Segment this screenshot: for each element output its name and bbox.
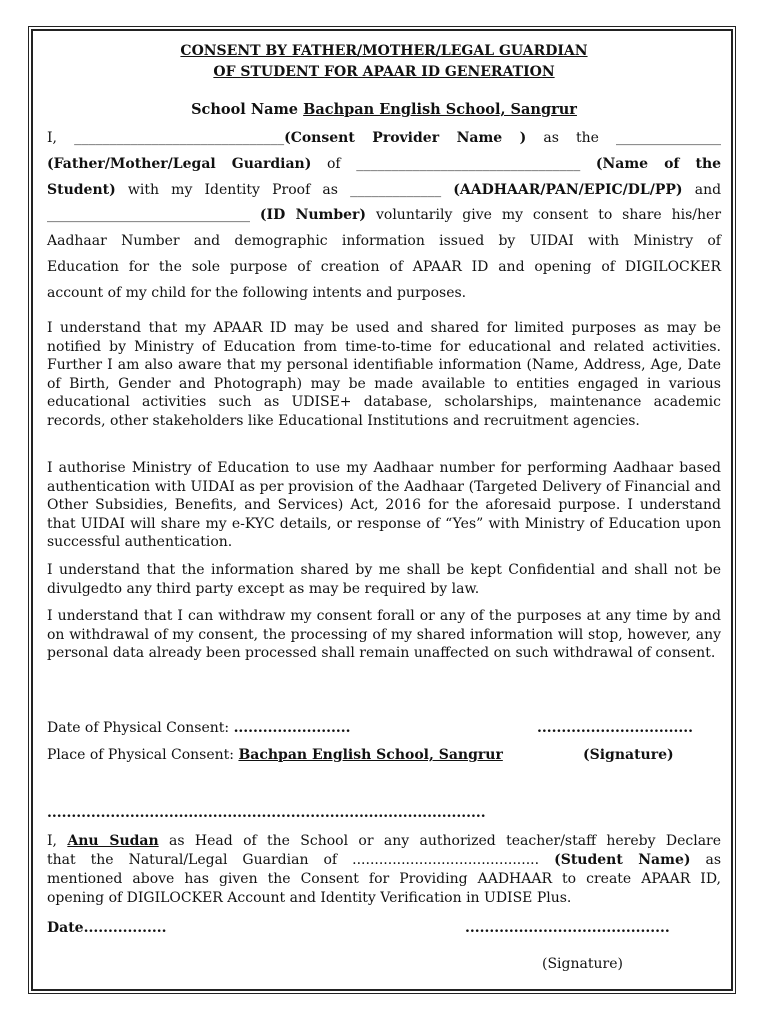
text: with my Identity Proof as (127, 182, 338, 198)
form-line-7: account of my child for the following intents and purposes. (47, 285, 467, 301)
id-number-label: (ID Number) (259, 207, 367, 223)
signature-line[interactable]: ................................ (537, 720, 693, 736)
date-of-consent-label: Date of Physical Consent: (47, 720, 230, 736)
declaration-line-1 (47, 833, 721, 849)
form-line-2 (47, 156, 721, 172)
student-label-end: Student) (47, 182, 116, 198)
school-name-label: School Name (191, 101, 299, 118)
head-signature-line[interactable]: .......................................... (465, 920, 670, 936)
paragraph-authorisation: I authorise Ministry of Education to use my Aadhaar number for performing Aadhaar based authentication with UIDAI as per provision of the Aadhaar (Targeted Delivery of Financial and Other Subsidies, Benefits, and Services) Act, 2016 for the aforesaid purpose. I understand that UIDAI will share my e-KYC details, or response of “Yes” with Ministry of Education upon successful authentication. (47, 460, 721, 551)
school-name-row (0, 101, 768, 118)
form-line-4 (47, 207, 721, 223)
parent-signature-label: (Signature) (583, 747, 674, 763)
form-title-line2: OF STUDENT FOR APAAR ID GENERATION (213, 64, 555, 80)
text: as the (543, 130, 599, 146)
text: as Head of the School or any authorized teacher/staff hereby Declare (169, 833, 722, 849)
date-of-consent-field[interactable]: ........................ (233, 720, 351, 736)
declaration-line-3: mentioned above has given the Consent for Providing AADHAAR to create APAAR ID, (47, 871, 721, 887)
declaration-line-4: opening of DIGILOCKER Account and Identity Verification in UDISE Plus. (47, 890, 572, 906)
place-of-consent-value: Bachpan English School, Sangrur (238, 747, 503, 763)
divider-dots: .......................................................................................... (47, 805, 486, 821)
declaration-line-2 (47, 852, 721, 868)
declaration-date-label: Date (47, 920, 84, 936)
head-signature-label: (Signature) (542, 956, 623, 972)
text: that the Natural/Legal Guardian of (47, 852, 338, 868)
form-line-6: Education for the sole purpose of creation of APAAR ID and opening of DIGILOCKER (47, 259, 721, 275)
consent-provider-name-blank[interactable]: ______________________________ (74, 130, 285, 146)
paragraph-apaar-usage: I understand that my APAAR ID may be used and shared for limited purposes as may be notified by Ministry of Education from time-to-time for educational and related activities. Further I am also aware that my personal identifiable information (Name, Address, Age, Date of Birth, Gender and Photograph) may be made available to entities engaged in various educational activities such as UDISE+ database, scholarships, maintenance academic records, other stakeholders like Educational Institutions and recruitment agencies. (47, 320, 721, 429)
student-name-label: (Student Name) (554, 852, 691, 868)
id-number-blank[interactable]: _____________________________ (47, 207, 250, 223)
student-name-field[interactable]: .......................................... (352, 852, 540, 868)
text: and (694, 182, 722, 198)
text: of (326, 156, 341, 172)
student-name-blank[interactable]: ________________________________ (356, 156, 581, 172)
student-name-label: (Name of the (595, 156, 722, 172)
paragraph-confidentiality: I understand that the information shared by me shall be kept Confidential and shall not be divulgedto any third party except as may be required by law. (47, 562, 721, 597)
consent-provider-label: (Consent Provider Name ) (284, 130, 527, 146)
form-line-1 (47, 130, 721, 146)
form-line-5: Aadhaar Number and demographic information issued by UIDAI with Ministry of (47, 233, 721, 249)
text: as (705, 852, 722, 868)
place-of-consent-label: Place of Physical Consent: (47, 747, 234, 763)
relation-blank[interactable]: _______________ (616, 130, 722, 146)
form-title-line1: CONSENT BY FATHER/MOTHER/LEGAL GUARDIAN (180, 43, 588, 59)
identity-proof-label: (AADHAAR/PAN/EPIC/DL/PP) (453, 182, 683, 198)
relation-label: (Father/Mother/Legal Guardian) (47, 156, 312, 172)
head-of-school-name: Anu Sudan (67, 833, 159, 849)
paragraph-withdrawal: I understand that I can withdraw my consent forall or any of the purposes at any time by and on withdrawal of my consent, the processing of my shared information will stop, however, any personal data already been processed shall remain unaffected on such withdrawal of consent. (47, 608, 721, 662)
declaration-date-field[interactable]: ................. (83, 920, 167, 936)
text: I, (47, 833, 57, 849)
text: I, (47, 130, 57, 146)
school-name-value: Bachpan English School, Sangrur (303, 101, 577, 118)
form-line-3 (47, 182, 721, 198)
identity-proof-blank[interactable]: _____________ (350, 182, 442, 198)
text: voluntarily give my consent to share his/her (375, 207, 722, 223)
